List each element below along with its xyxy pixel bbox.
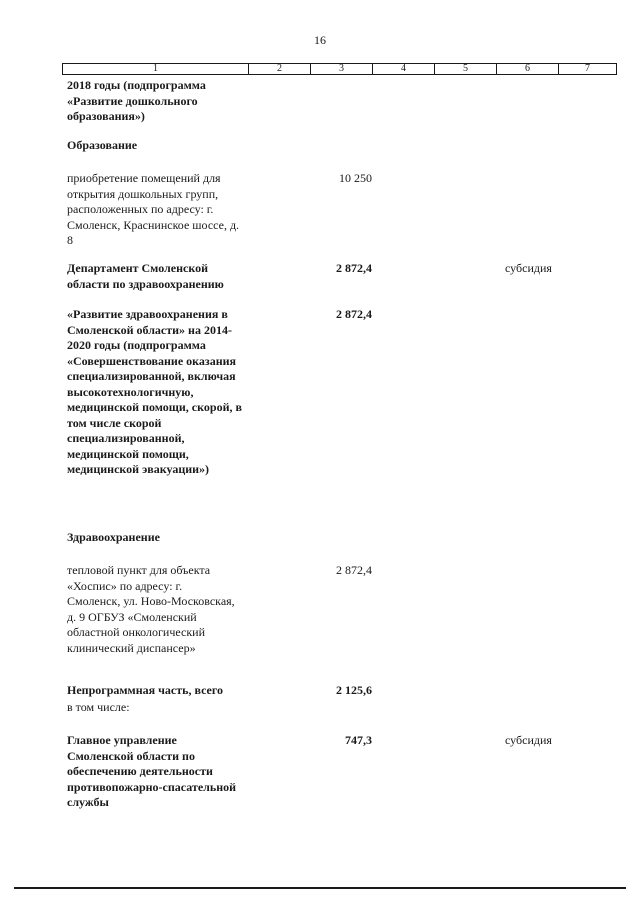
bottom-border-line: [14, 887, 626, 889]
amount-dept-healthcare: 2 872,4: [336, 261, 372, 275]
program-title-healthcare: «Развитие здравоохранения в Смоленской области» на 2014-2020 годы (подпрограмма «Совершенствование оказания специализированной, включая высокотехнологичную, медицинской помощи, скорой, в том числе скорой специализированной, медицинской помощи, медицинской эвакуации»): [67, 307, 242, 476]
section-healthcare: Здравоохранение: [67, 530, 160, 544]
amount-fire-rescue: 747,3: [345, 733, 372, 747]
column-2-number: 2: [249, 64, 311, 75]
amount-non-program-total: 2 125,6: [336, 683, 372, 697]
column-5-number: 5: [435, 64, 497, 75]
amount-preschool-premises: 10 250: [339, 171, 372, 185]
amount-hospice-heating: 2 872,4: [336, 563, 372, 577]
dept-healthcare-title: Департамент Смоленской области по здравоохранению: [67, 261, 224, 291]
column-7-number: 7: [559, 64, 617, 75]
page-number: 16: [314, 33, 326, 47]
column-3-number: 3: [311, 64, 373, 75]
item-hospice-heating: тепловой пункт для объекта «Хоспис» по адресу: г. Смоленск, ул. Ново-Московская, д. 9 ОГБУЗ «Смоленский областной онкологический клинический диспансер»: [67, 563, 235, 655]
column-6-number: 6: [497, 64, 559, 75]
column-1-number: 1: [63, 64, 249, 75]
item-preschool-premises: приобретение помещений для открытия дошкольных групп, расположенных по адресу: г. Смоленск, Краснинское шоссе, д. 8: [67, 171, 240, 247]
section-education: Образование: [67, 138, 138, 152]
column-4-number: 4: [373, 64, 435, 75]
column-number-header: [62, 63, 617, 75]
program-title-preschool: 2018 годы (подпрограмма «Развитие дошкольного образования»): [67, 78, 206, 123]
non-program-total-title: Непрограммная часть, всего: [67, 683, 224, 697]
fire-rescue-title: Главное управление Смоленской области по обеспечению деятельности противопожарно-спасательной службы: [67, 733, 237, 809]
amount-program-healthcare: 2 872,4: [336, 307, 372, 321]
note-subsidy-fire-rescue: субсидия: [505, 733, 552, 747]
non-program-including: в том числе:: [67, 700, 130, 714]
note-subsidy-healthcare: субсидия: [505, 261, 552, 275]
